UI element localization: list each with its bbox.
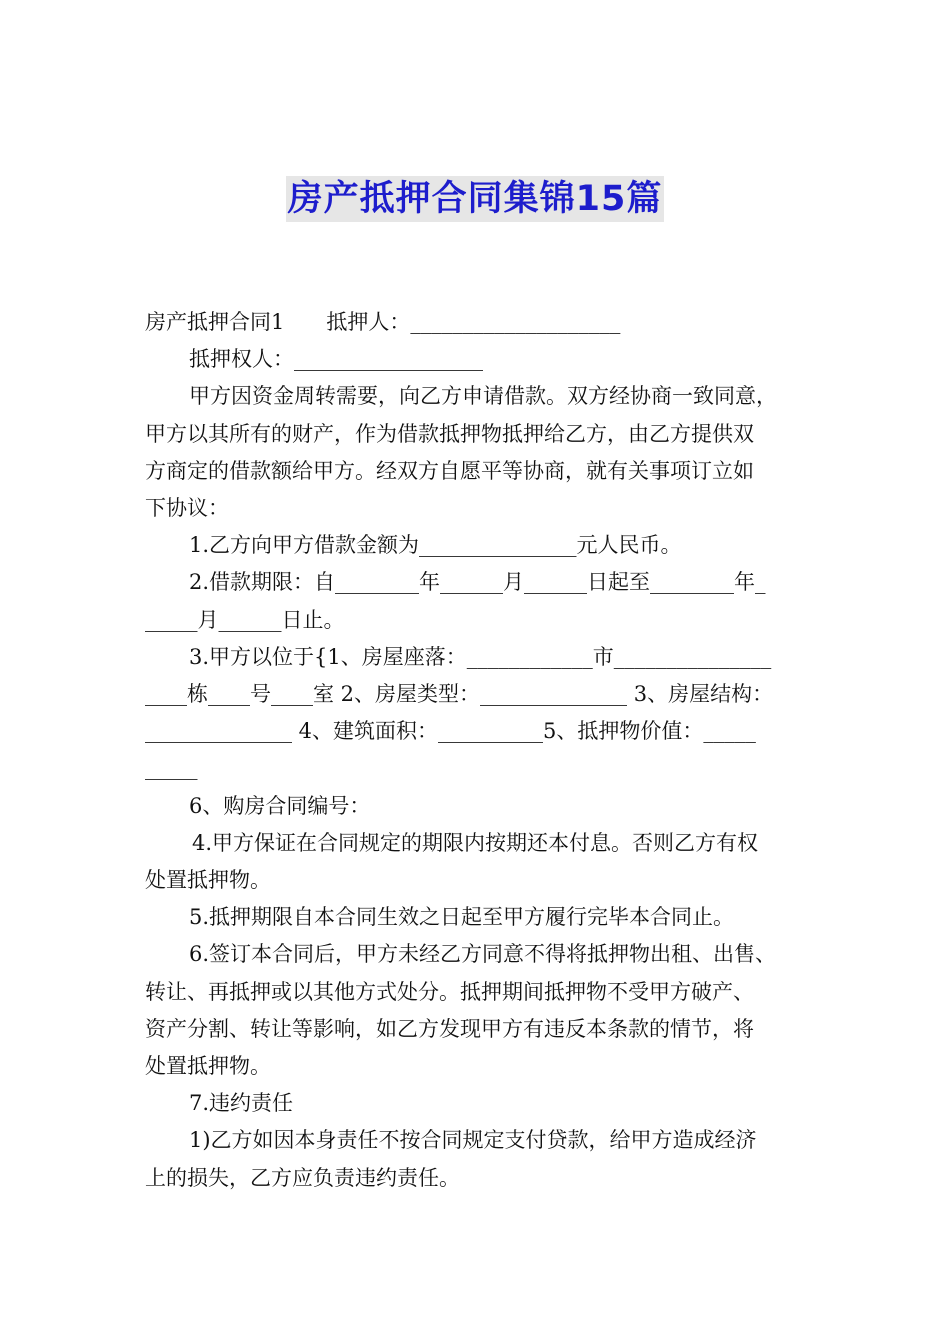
clause-2: 2.借款期限：自________年______月______日起至________年_ xyxy=(189,570,766,595)
document-title: 房产抵押合同集锦15篇 xyxy=(286,176,665,222)
clause-2-cont: _____月______日止。 xyxy=(145,607,345,632)
paragraph-line: 甲方因资金周转需要，向乙方申请借款。双方经协商一致同意， xyxy=(189,384,777,409)
clause-3-item-6: 6、购房合同编号： xyxy=(189,793,371,818)
clause-6-cont: 转让、再抵押或以其他方式处分。抵押期间抵押物不受甲方破产、 xyxy=(145,979,754,1004)
clause-3-cont: ____栋____号____室 2、房屋类型：______________ 3、房屋结构： xyxy=(145,682,774,707)
clause-4-cont: 处置抵押物。 xyxy=(145,868,271,893)
clause-4: 4.甲方保证在合同规定的期限内按期还本付息。否则乙方有权 xyxy=(192,830,759,855)
title-area xyxy=(0,176,950,222)
paragraph-line: 方商定的借款额给甲方。经双方自愿平等协商，就有关事项订立如 xyxy=(145,458,754,483)
clause-7: 7.违约责任 xyxy=(189,1091,294,1116)
paragraph-line: 下协议： xyxy=(145,496,229,521)
clause-6-cont: 资产分割、转让等影响，如乙方发现甲方有违反本条款的情节，将 xyxy=(145,1016,754,1041)
clause-3: 3.甲方以位于{1、房屋座落：____________市_______________ xyxy=(189,644,772,669)
clause-7-item-1-cont: 上的损失，乙方应负责违约责任。 xyxy=(145,1165,460,1190)
paragraph-line: 甲方以其所有的财产，作为借款抵押物抵押给乙方，由乙方提供双 xyxy=(145,421,754,446)
clause-7-item-1: 1)乙方如因本身责任不按合同规定支付贷款，给甲方造成经济 xyxy=(189,1128,757,1153)
clause-1: 1.乙方向甲方借款金额为_______________元人民币。 xyxy=(189,533,682,558)
contract-heading-line: 房产抵押合同1 抵押人：____________________ xyxy=(145,310,621,334)
clause-3-cont: _____ xyxy=(145,756,198,781)
clause-5: 5.抵押期限自本合同生效之日起至甲方履行完毕本合同止。 xyxy=(189,905,735,930)
document-body xyxy=(145,304,825,1197)
mortgagee-line: 抵押权人：__________________ xyxy=(189,347,483,372)
clause-6-cont: 处置抵押物。 xyxy=(145,1054,271,1079)
clause-3-cont: ______________ 4、建筑面积：__________5、抵押物价值：_____ xyxy=(145,719,756,744)
clause-6: 6.签订本合同后，甲方未经乙方同意不得将抵押物出租、出售、 xyxy=(189,942,777,967)
